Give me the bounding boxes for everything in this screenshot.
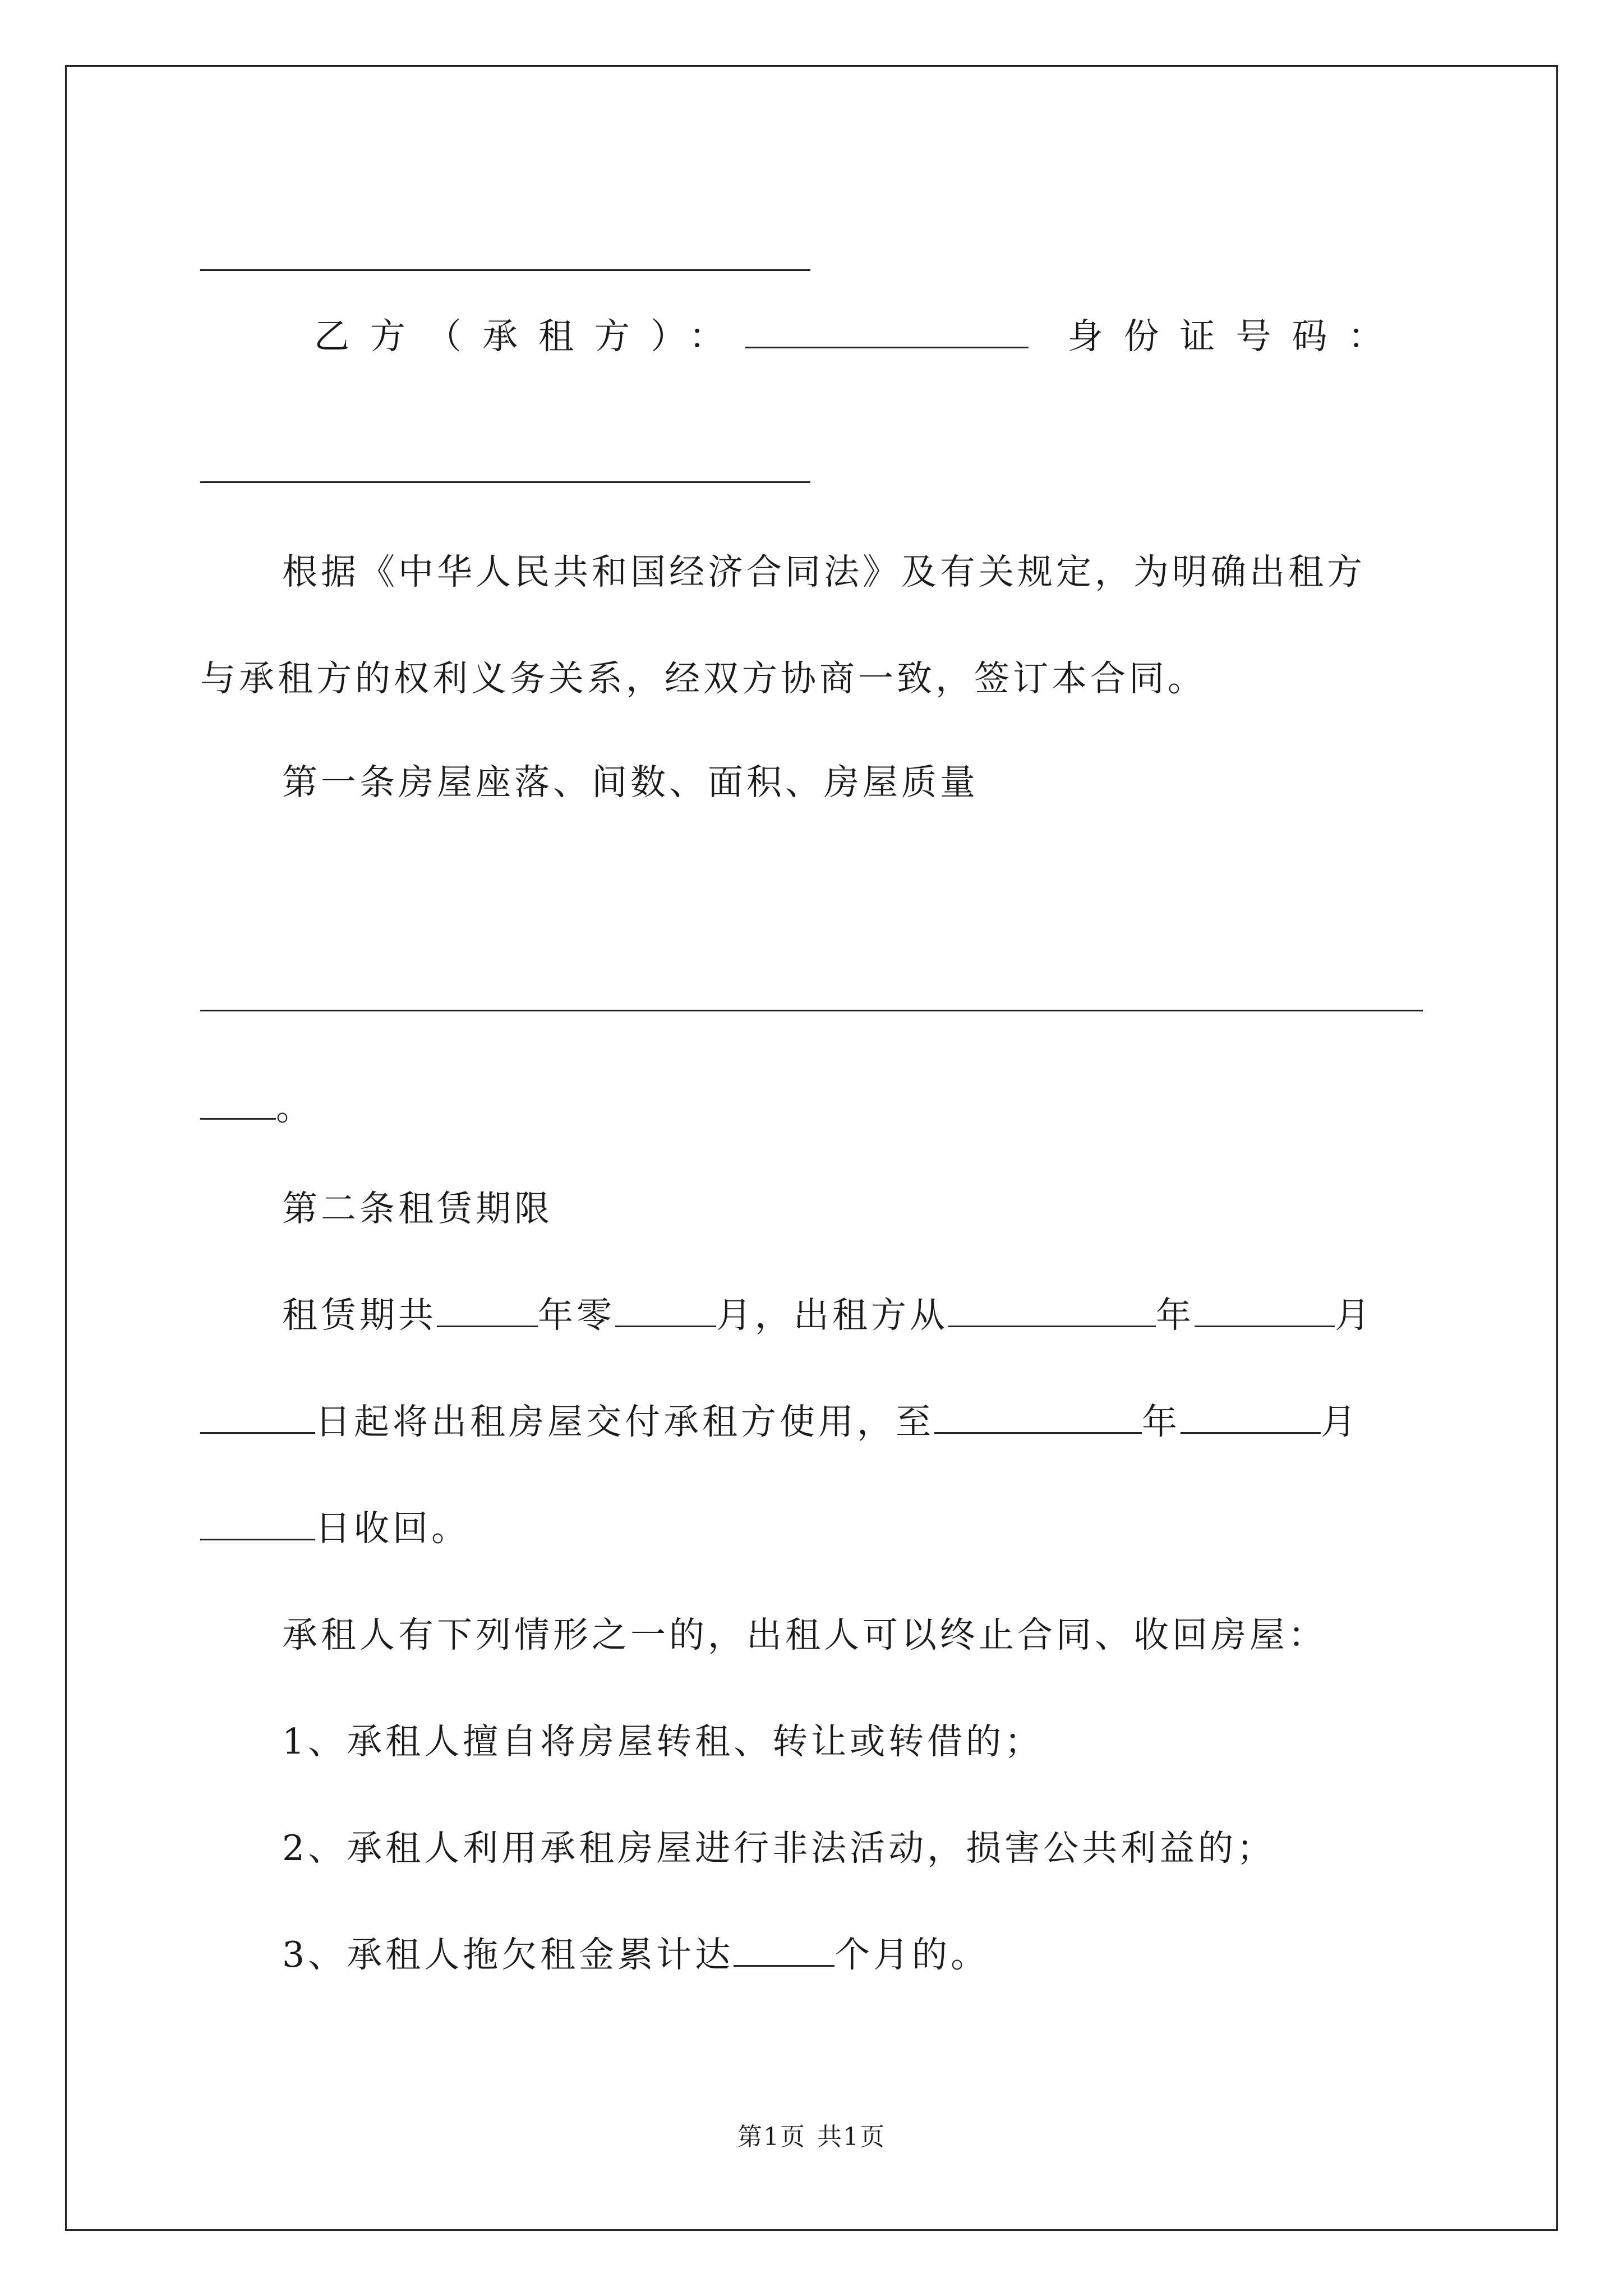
article-1-blank-tail xyxy=(200,1085,276,1120)
article-1-blank-line xyxy=(200,1010,1423,1011)
term-month-from: 月，出租方从 xyxy=(716,1295,948,1336)
page-total: 共1页 xyxy=(817,2123,886,2151)
party-b-label: 乙方（承租方）： xyxy=(314,316,745,357)
lease-term-line-3 xyxy=(200,1506,470,1551)
start-year-blank xyxy=(948,1293,1156,1327)
start-month-label: 月 xyxy=(1335,1295,1373,1336)
page-frame xyxy=(65,65,1558,2231)
termination-item-1: 1、承租人擅自将房屋转租、转让或转借的； xyxy=(282,1721,1044,1762)
intro-line-1: 根据《中华人民共和国经济合同法》及有关规定，为明确出租方 xyxy=(282,551,1366,592)
termination-item-3 xyxy=(282,1932,989,1977)
end-day-blank xyxy=(200,1506,315,1540)
item-3-prefix: 3、承租人拖欠租金累计达 xyxy=(282,1934,734,1975)
term-prefix: 租赁期共 xyxy=(282,1295,437,1336)
start-year-label: 年 xyxy=(1156,1295,1195,1336)
end-year-label: 年 xyxy=(1142,1401,1181,1442)
tenant-name-blank xyxy=(745,314,1029,348)
start-day-blank xyxy=(200,1400,315,1434)
article-1-end-mark: 。 xyxy=(276,1087,315,1128)
party-b-line xyxy=(314,314,1404,359)
arrears-months-blank xyxy=(734,1932,834,1967)
blank-line-landlord-id xyxy=(200,269,810,271)
item-3-suffix: 个月的。 xyxy=(834,1934,990,1975)
article-2-title: 第二条租赁期限 xyxy=(282,1188,553,1229)
term-year-zero: 年零 xyxy=(538,1295,615,1336)
page-footer xyxy=(0,2123,1623,2151)
article-1-title: 第一条房屋座落、间数、面积、房屋质量 xyxy=(282,762,979,803)
term-months-blank xyxy=(615,1293,716,1327)
termination-item-2: 2、承租人利用承租房屋进行非法活动，损害公共利益的； xyxy=(282,1828,1276,1869)
page-number: 第1页 xyxy=(737,2123,806,2151)
lease-term-line-2 xyxy=(200,1400,1359,1444)
deliver-text: 日起将出租房屋交付承租方使用，至 xyxy=(315,1401,934,1442)
blank-line-tenant-id xyxy=(200,481,810,483)
article-1-end-line xyxy=(200,1085,315,1130)
termination-intro: 承租人有下列情形之一的，出租人可以终止合同、收回房屋： xyxy=(282,1614,1327,1655)
end-month-blank xyxy=(1181,1400,1321,1434)
lease-term-line-1 xyxy=(282,1293,1373,1338)
start-month-blank xyxy=(1195,1293,1335,1327)
term-years-blank xyxy=(437,1293,538,1327)
intro-line-2: 与承租方的权利义务关系，经双方协商一致，签订本合同。 xyxy=(200,658,1206,699)
id-number-label: 身份证号码： xyxy=(1067,316,1404,357)
end-year-blank xyxy=(934,1400,1142,1434)
end-month-label: 月 xyxy=(1321,1401,1359,1442)
return-text: 日收回。 xyxy=(315,1508,470,1549)
